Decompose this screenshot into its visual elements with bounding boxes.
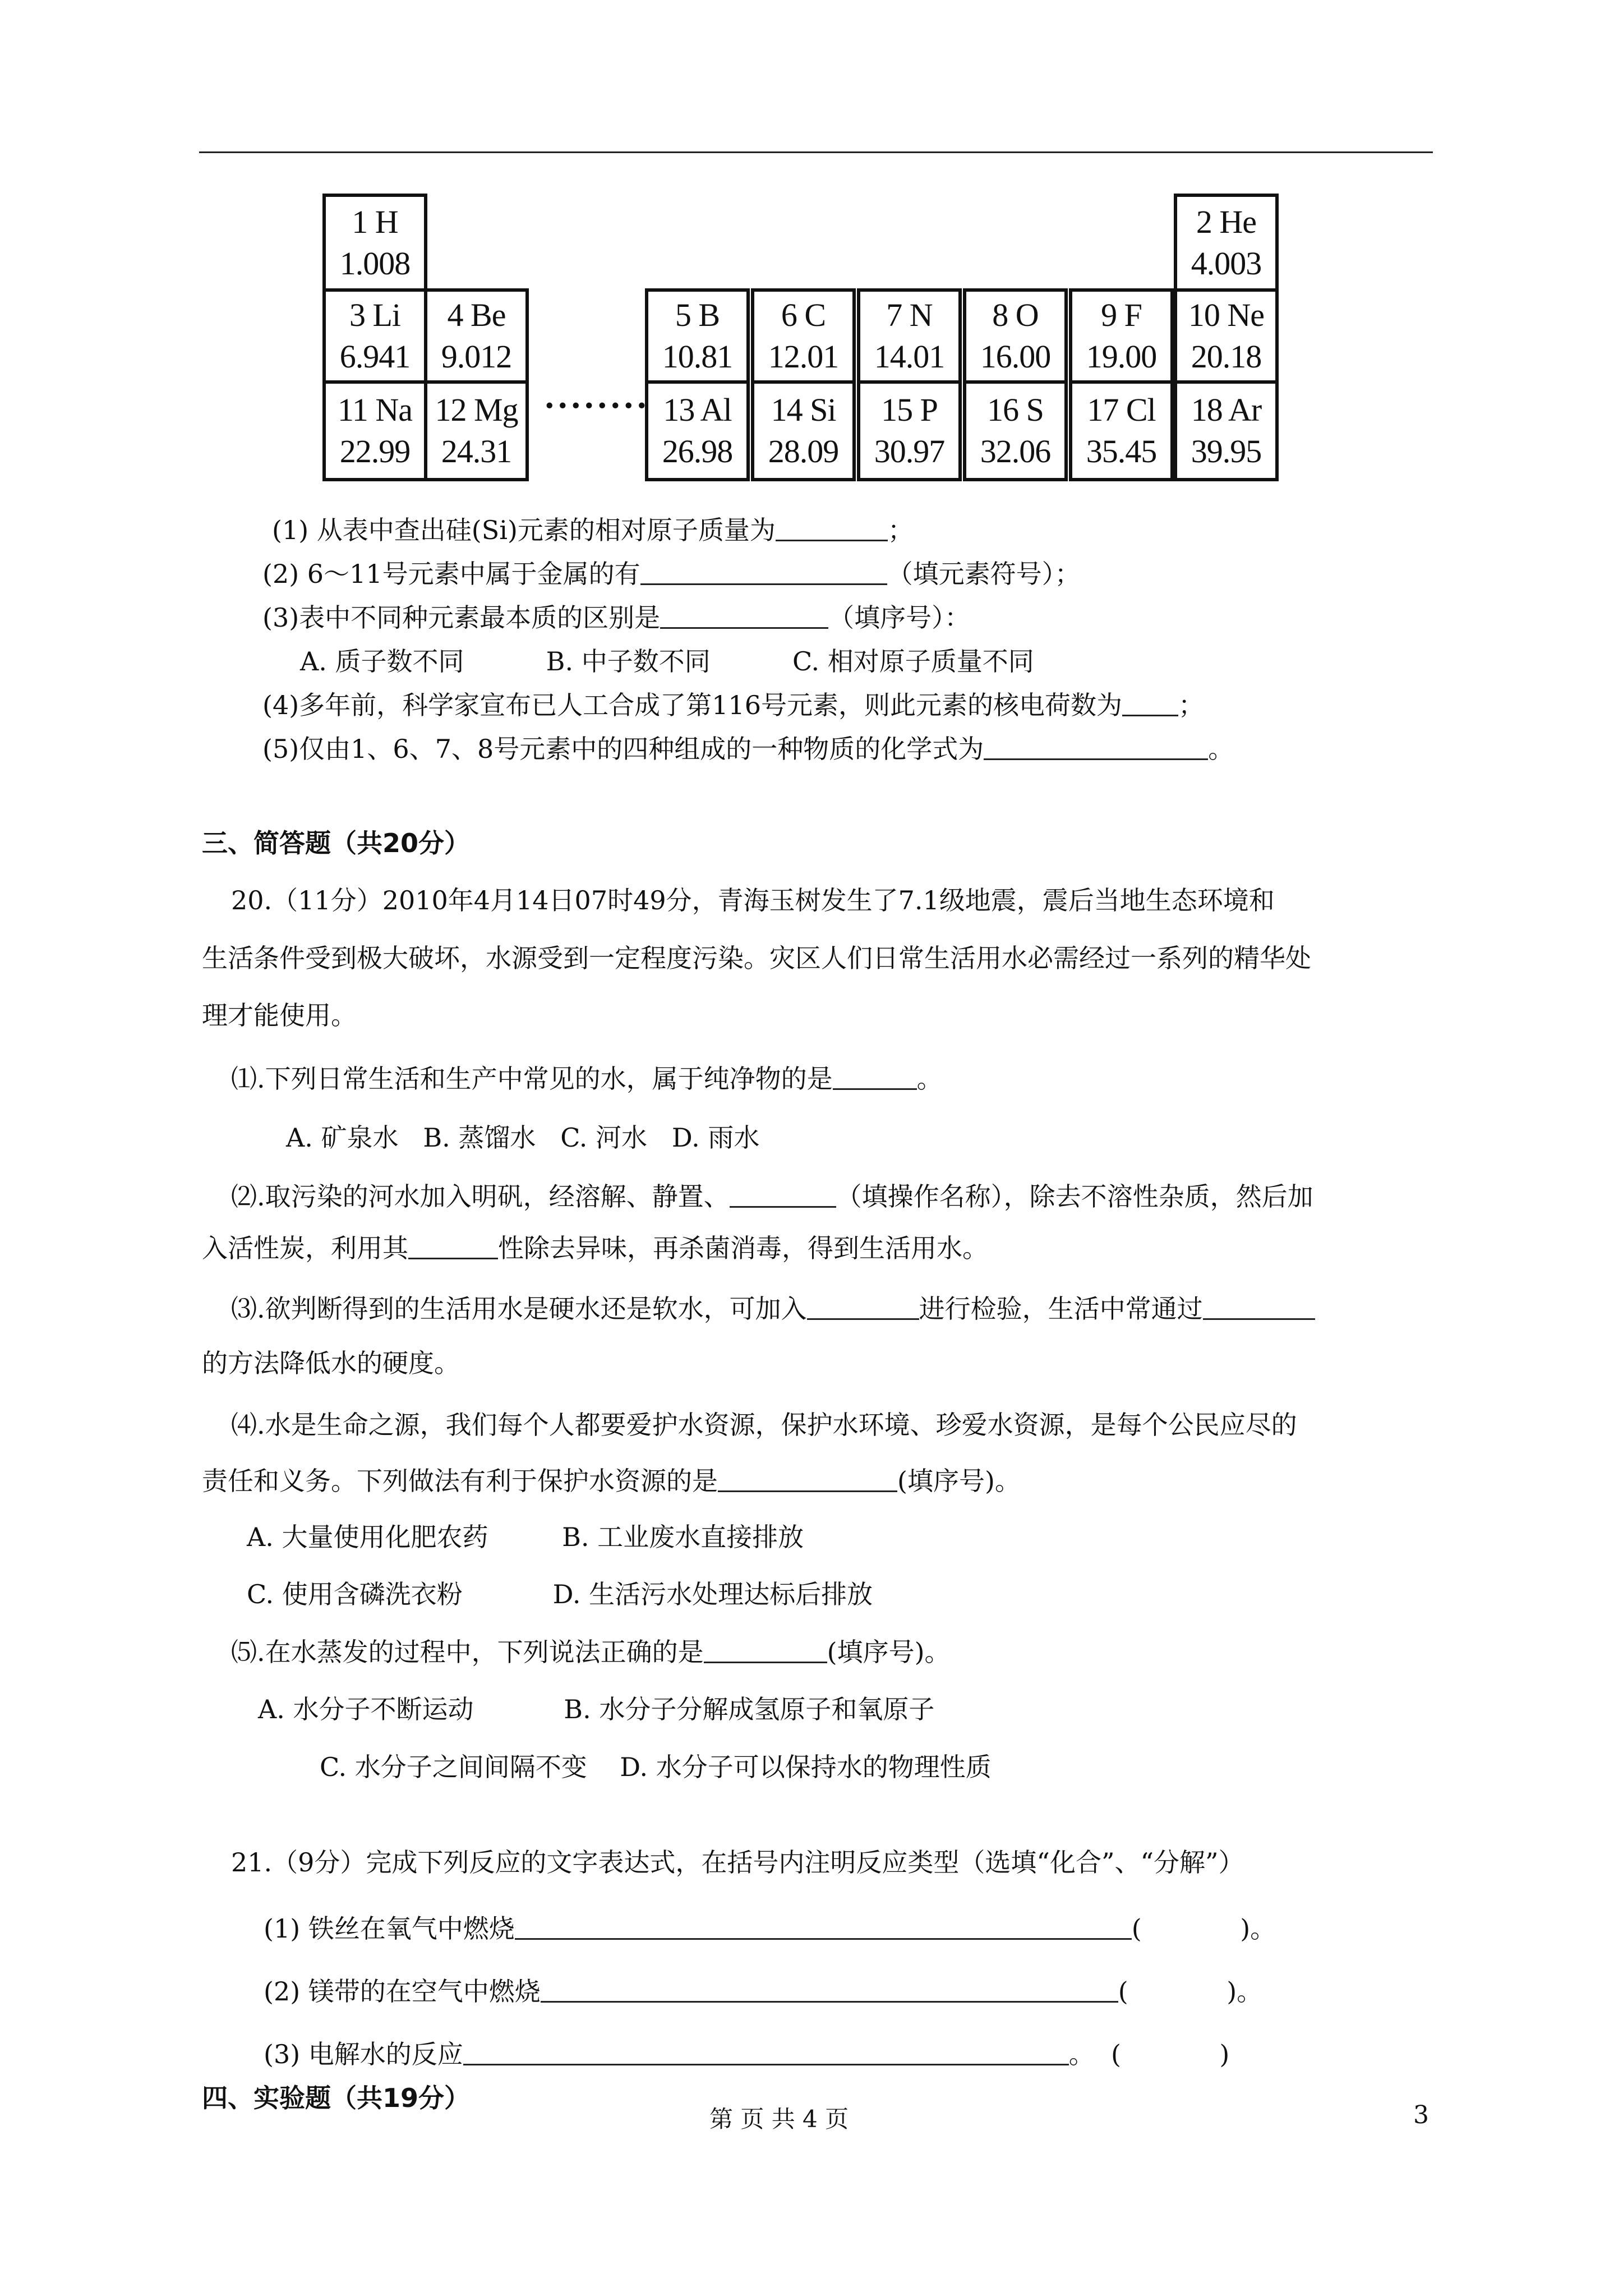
element-cell-ne: 10 Ne 20.18 <box>1174 288 1279 384</box>
q21-reaction1: (1) 铁丝在氧气中燃烧 ( )。 <box>264 1913 1276 1944</box>
q19-part3-options: A. 质子数不同 B. 中子数不同 C. 相对原子质量不同 <box>300 646 1034 677</box>
page-footer: 第 页 共 4 页 <box>709 2105 849 2133</box>
header-rule <box>199 151 1433 153</box>
answer-blank[interactable] <box>730 1184 836 1208</box>
element-cell-c: 6 C 12.01 <box>751 288 856 384</box>
answer-blank[interactable] <box>704 1639 827 1663</box>
element-cell-be: 4 Be 9.012 <box>424 288 529 384</box>
element-cell-h: 1 H 1.008 <box>322 194 427 292</box>
element-cell-p: 15 P 30.97 <box>857 380 962 481</box>
answer-blank[interactable] <box>660 605 828 629</box>
element-cell-b: 5 B 10.81 <box>645 288 750 384</box>
answer-blank[interactable] <box>463 2041 1069 2065</box>
q19-part2: (2) 6～11号元素中属于金属的有 （填元素符号）； <box>262 559 1081 589</box>
element-cell-s: 16 S 32.06 <box>963 380 1068 481</box>
element-cell-cl: 17 Cl 35.45 <box>1069 380 1174 481</box>
q19-part4: (4)多年前，科学家宣布已人工合成了第116号元素，则此元素的核电荷数为 ； <box>262 690 1204 720</box>
q19-part1: (1) 从表中查出硅(Si)元素的相对原子质量为 ； <box>272 515 914 545</box>
section4-title: 四、实验题（共19分） <box>202 2083 471 2113</box>
answer-blank[interactable] <box>1122 692 1178 716</box>
answer-blank[interactable] <box>984 736 1208 760</box>
element-cell-si: 14 Si 28.09 <box>751 380 856 481</box>
ellipsis-dots: ........ <box>544 379 649 416</box>
answer-blank[interactable] <box>408 1235 498 1259</box>
q20-intro-line3: 理才能使用。 <box>202 1000 357 1030</box>
answer-blank[interactable] <box>541 1978 1118 2003</box>
q20-sub2-line2: 入活性炭，利用其 性除去异味，再杀菌消毒，得到生活用水。 <box>202 1233 988 1263</box>
q20-sub5-options1: A. 水分子不断运动 B. 水分子分解成氢原子和氧原子 <box>258 1694 935 1724</box>
answer-blank[interactable] <box>776 517 888 541</box>
q20-sub1: ⑴.下列日常生活和生产中常见的水，属于纯净物的是 。 <box>231 1064 943 1094</box>
element-cell-ar: 18 Ar 39.95 <box>1174 380 1279 481</box>
element-cell-n: 7 N 14.01 <box>857 288 962 384</box>
section3-title: 三、简答题（共20分） <box>202 828 471 858</box>
answer-blank[interactable] <box>640 561 887 585</box>
q19-part3: (3)表中不同种元素最本质的区别是 （填序号）： <box>262 602 971 633</box>
element-cell-o: 8 O 16.00 <box>963 288 1068 384</box>
q21-reaction2: (2) 镁带的在空气中燃烧 ( )。 <box>264 1976 1263 2007</box>
q20-intro-line1: 20.（11分）2010年4月14日07时49分，青海玉树发生了7.1级地震，震后当地生态环境和 <box>231 885 1275 915</box>
q20-sub5-options2: C. 水分子之间间隔不变 D. 水分子可以保持水的物理性质 <box>320 1752 992 1782</box>
q20-intro-line2: 生活条件受到极大破坏，水源受到一定程度污染。灾区人们日常生活用水必需经过一系列的精华处 <box>202 943 1311 973</box>
q20-sub4-options2: C. 使用含磷洗衣粉 D. 生活污水处理达标后排放 <box>247 1579 873 1609</box>
answer-blank[interactable] <box>807 1296 919 1320</box>
q20-sub3-line2: 的方法降低水的硬度。 <box>202 1348 460 1378</box>
element-cell-al: 13 Al 26.98 <box>645 380 750 481</box>
q20-sub3-line1: ⑶.欲判断得到的生活用水是硬水还是软水，可加入 进行检验，生活中常通过 <box>231 1292 1315 1326</box>
q20-sub4-line2: 责任和义务。下列做法有利于保护水资源的是 (填序号)。 <box>202 1466 1021 1496</box>
answer-blank[interactable] <box>1203 1296 1315 1320</box>
q20-sub1-options: A. 矿泉水 B. 蒸馏水 C. 河水 D. 雨水 <box>286 1122 760 1153</box>
q20-sub5: ⑸.在水蒸发的过程中，下列说法正确的是 (填序号)。 <box>231 1637 951 1667</box>
q21-intro: 21.（9分）完成下列反应的文字表达式，在括号内注明反应类型（选填“化合”、“分解”） <box>231 1847 1244 1878</box>
answer-blank[interactable] <box>515 1916 1132 1940</box>
element-cell-mg: 12 Mg 24.31 <box>424 380 529 481</box>
page-number: 3 <box>1413 2101 1429 2129</box>
element-cell-f: 9 F 19.00 <box>1069 288 1174 384</box>
q20-sub4-line1: ⑷.水是生命之源，我们每个人都要爱护水资源，保护水环境、珍爱水资源，是每个公民应尽的 <box>231 1410 1297 1440</box>
element-cell-he: 2 He 4.003 <box>1174 194 1279 292</box>
answer-blank[interactable] <box>718 1468 897 1492</box>
q20-sub4-options1: A. 大量使用化肥农药 B. 工业废水直接排放 <box>247 1522 804 1552</box>
element-cell-li: 3 Li 6.941 <box>322 288 427 384</box>
q20-sub2-line1: ⑵.取污染的河水加入明矾，经溶解、静置、 （填操作名称），除去不溶性杂质，然后加 <box>231 1181 1313 1212</box>
periodic-table <box>322 194 1290 485</box>
q21-reaction3: (3) 电解水的反应 。 ( ) <box>264 2039 1230 2069</box>
q19-part5: (5)仅由1、6、7、8号元素中的四种组成的一种物质的化学式为 。 <box>262 734 1234 764</box>
answer-blank[interactable] <box>833 1066 917 1090</box>
element-cell-na: 11 Na 22.99 <box>322 380 427 481</box>
